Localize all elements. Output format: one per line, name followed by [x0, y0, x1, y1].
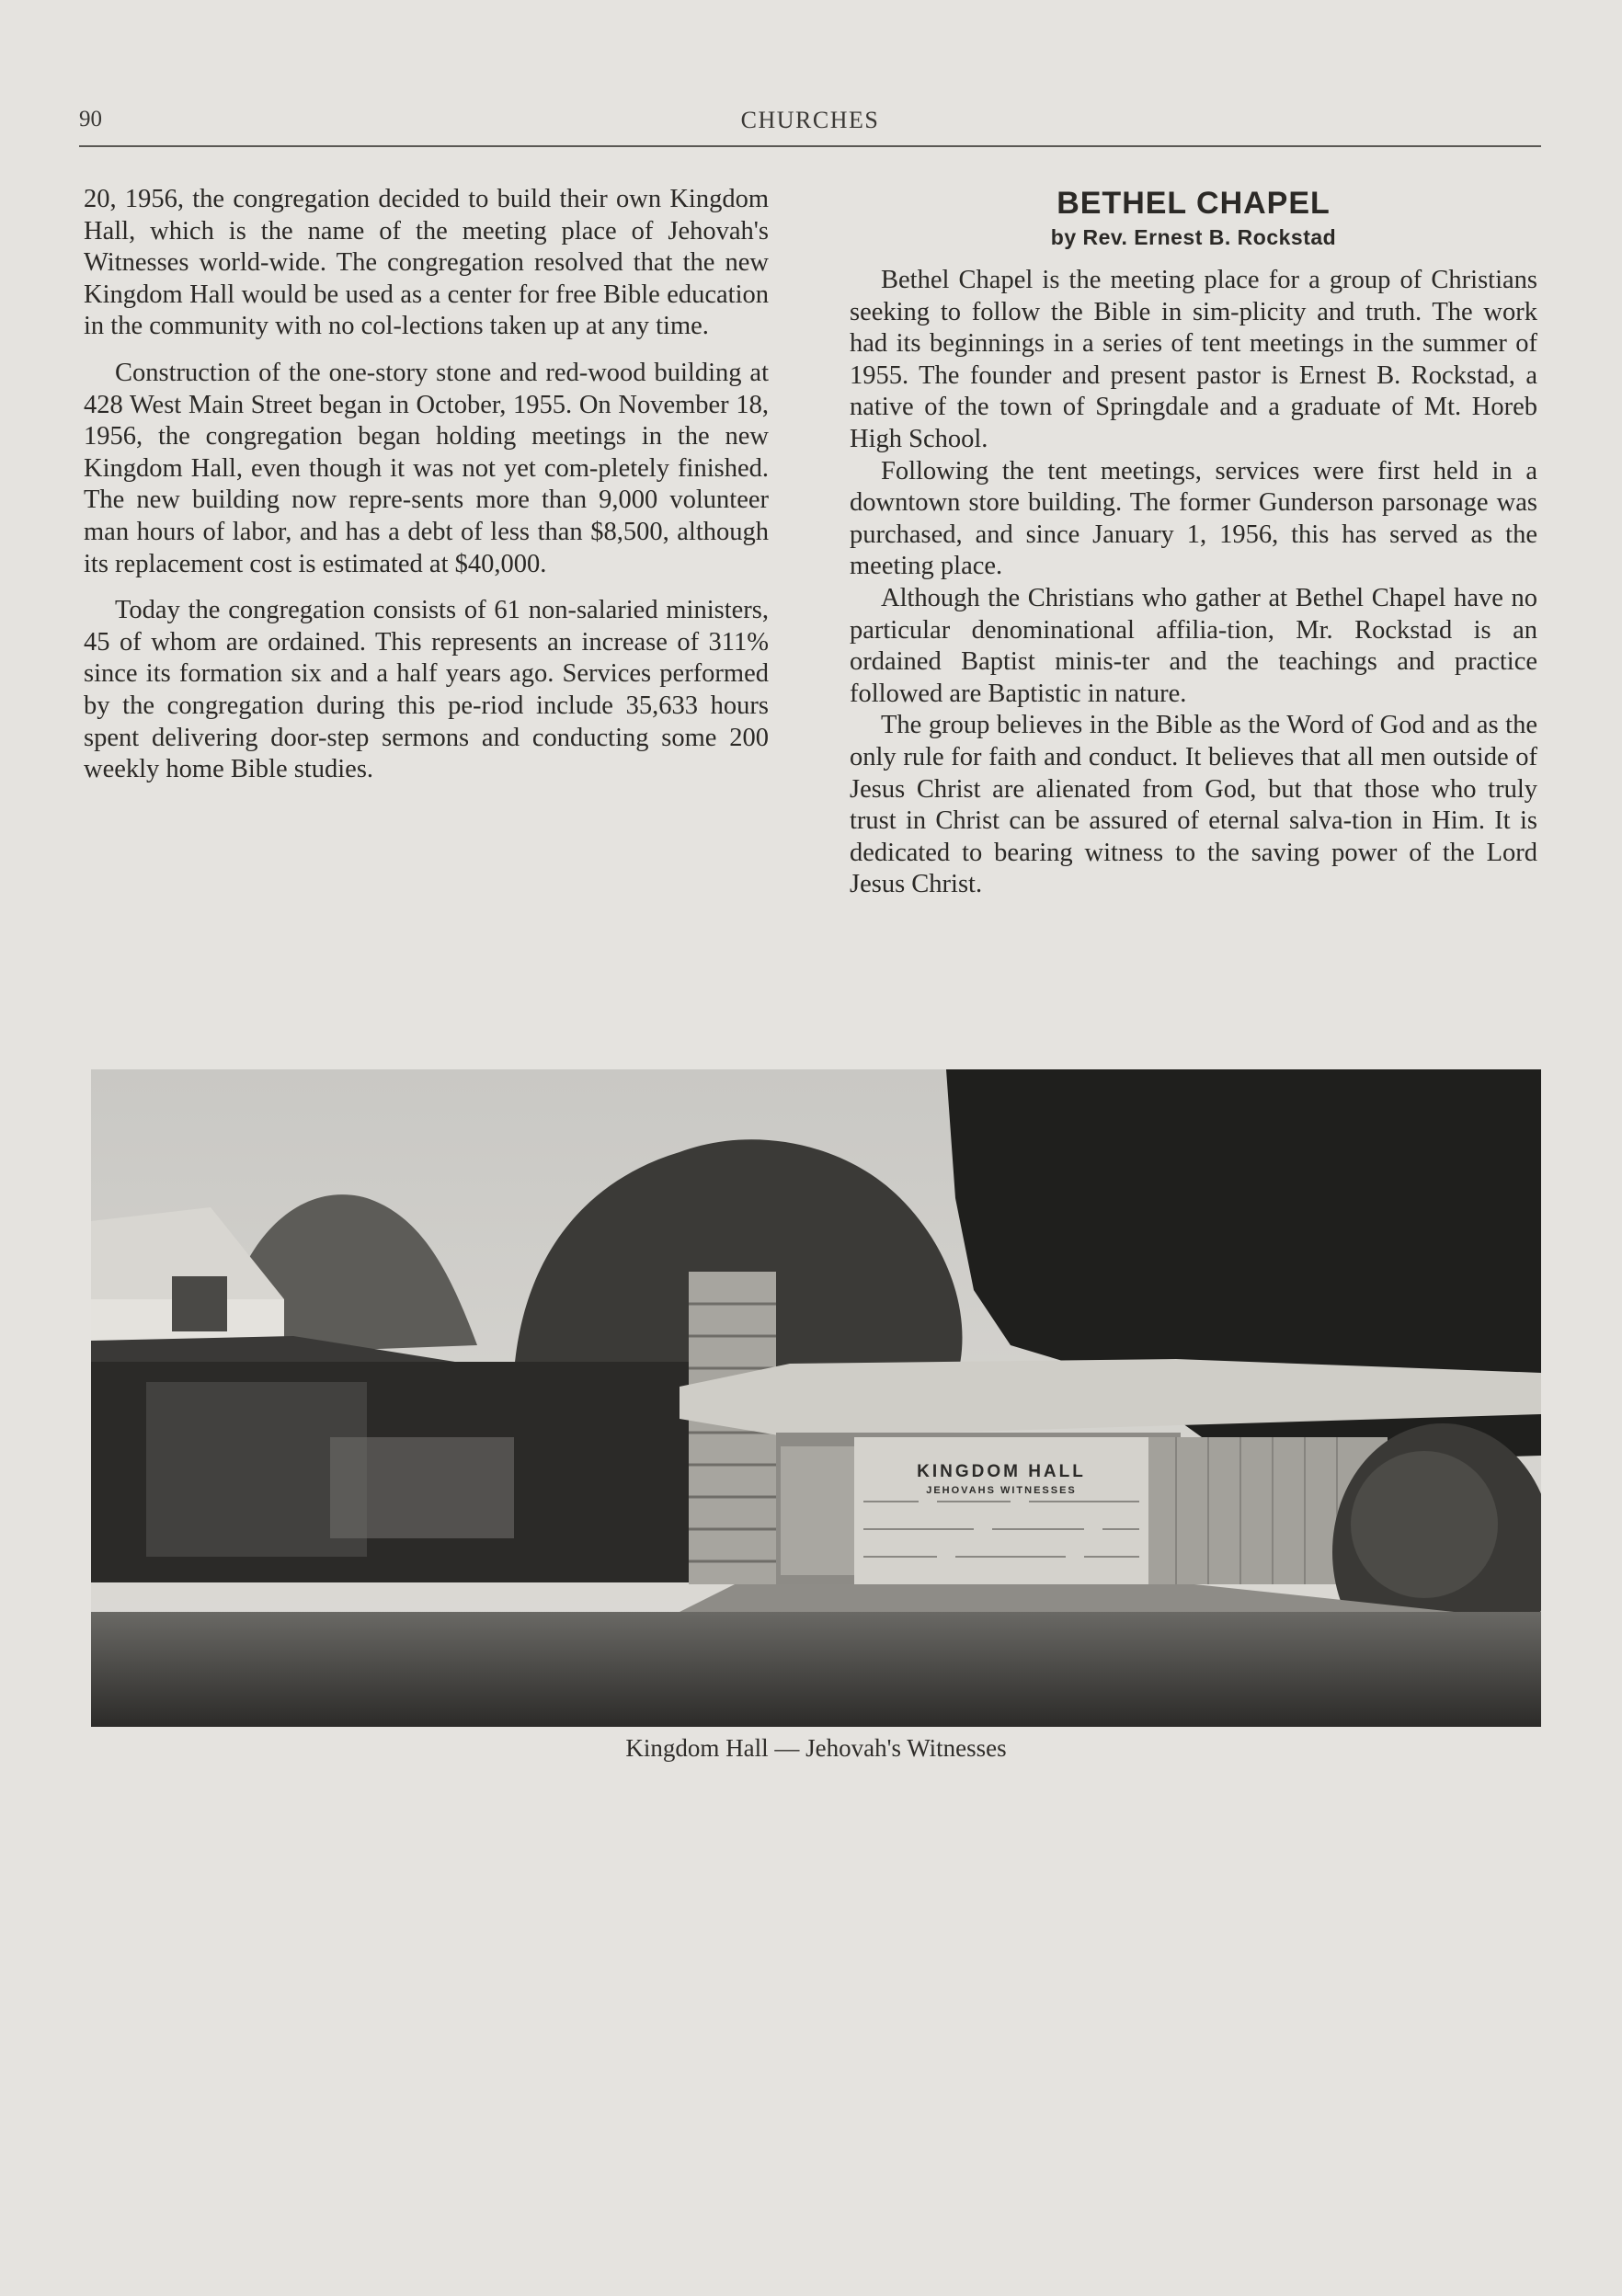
right-paragraph-4: The group believes in the Bible as the Word of God and as the only rule for faith and conduct. It believes that all men outside of Jesus Christ are alienated from God, but that those who truly trust in Christ can be assured of eternal salva-tion in Him. It is dedicated to bearing witness to the saving power of the Lord Jesus Christ.: [850, 711, 1537, 899]
right-paragraph-3: Although the Christians who gather at Bethel Chapel have no particular denominational affilia-tion, Mr. Rockstad is an ordained Baptist minis-ter and the teachings and practice followed are Baptistic in nature.: [850, 583, 1537, 708]
left-column: [84, 184, 769, 801]
sign-text-kingdom-hall: KINGDOM HALL: [917, 1462, 1086, 1481]
house-window: [172, 1276, 227, 1331]
left-paragraph-3: Today the congregation consists of 61 non-salaried ministers, 45 of whom are ordained. This represents an increase of 311% since its formation six and a half years ago. Services performed by the congregation during this pe-riod include 35,633 hours spent delivering door-step sermons and conducting some 200 weekly home Bible studies.: [84, 596, 769, 784]
left-paragraph-1: 20, 1956, the congregation decided to build their own Kingdom Hall, which is the name of the meeting place of Jehovah's Witnesses world-wide. The congregation resolved that the new Kingdom Hall would be used as a center for free Bible education in the community with no col-lections taken up at any time.: [84, 185, 769, 341]
kingdom-hall-photo: [91, 1069, 1541, 1727]
left-paragraph-2: Construction of the one-story stone and red-wood building at 428 West Main Street began in October, 1955. On November 18, 1956, the congregation began holding meetings in the new Kingdom Hall, even though it was not yet com-pletely finished. The new building now repre-sents more than 9,000 volunteer man hours of labor, and has a debt of less than $8,500, although its replacement cost is estimated at $40,000.: [84, 358, 769, 578]
right-column: [850, 184, 1537, 901]
sign-wall: [854, 1437, 1148, 1593]
page-number: 90: [79, 107, 102, 131]
article-title: BETHEL CHAPEL: [1057, 186, 1331, 221]
right-paragraph-1: Bethel Chapel is the meeting place for a group of Christians seeking to follow the Bible in sim-plicity and truth. The work had its beginnings in a series of tent meetings in the summer of 1955. The founder and present pastor is Ernest B. Rockstad, a native of the town of Springdale and a graduate of Mt. Horeb High School.: [850, 266, 1537, 453]
shrub-highlight: [1351, 1451, 1498, 1598]
running-head: CHURCHES: [740, 107, 880, 133]
left-wing-panel: [330, 1437, 514, 1538]
article-byline: by Rev. Ernest B. Rockstad: [1050, 225, 1337, 249]
photo-caption: Kingdom Hall — Jehovah's Witnesses: [625, 1734, 1007, 1762]
photo-illustration: [91, 1069, 1541, 1727]
sign-text-jehovahs-witnesses: JEHOVAHS WITNESSES: [926, 1485, 1077, 1496]
right-paragraph-2: Following the tent meetings, services were first held in a downtown store building. The former Gunderson parsonage was purchased, and since January 1, 1956, this has served as the meeting place.: [850, 456, 1537, 581]
lawn: [91, 1612, 1541, 1727]
page-header: [79, 107, 1541, 147]
